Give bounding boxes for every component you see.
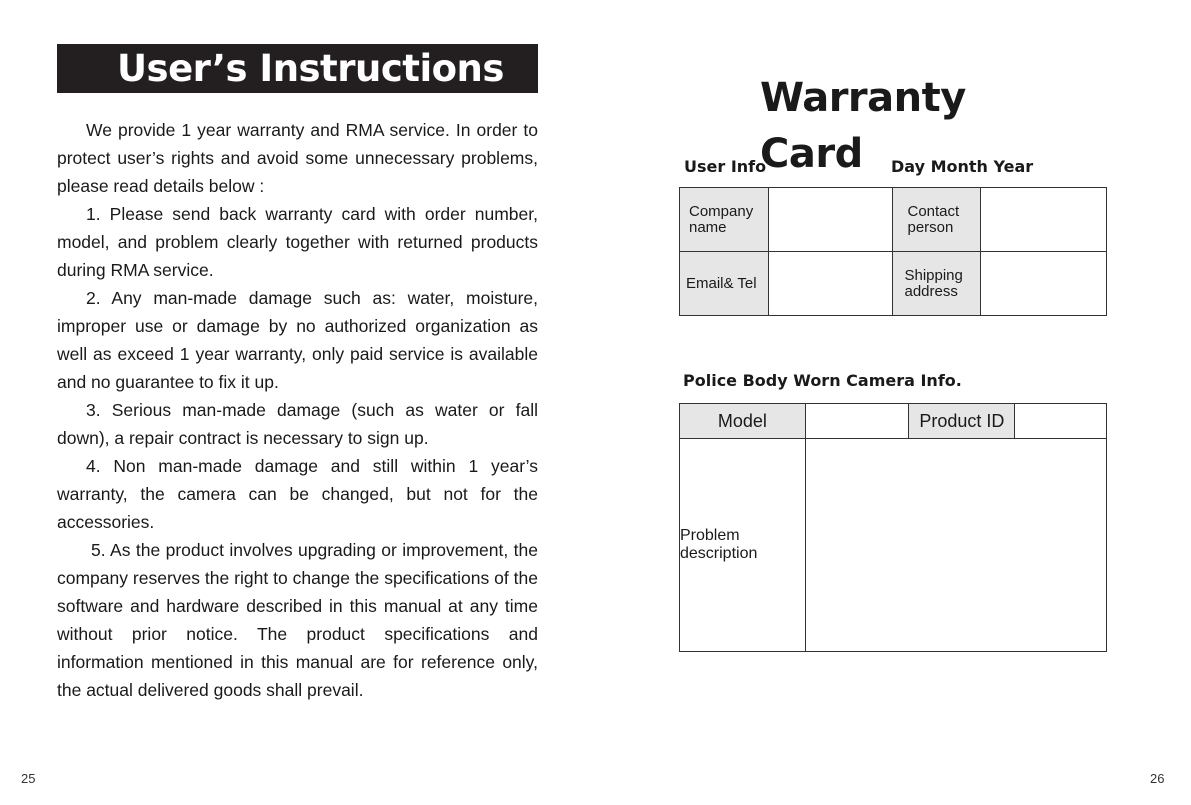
instructions-title: User’s Instructions bbox=[57, 44, 538, 93]
camera-info-label: Police Body Worn Camera Info. bbox=[683, 371, 962, 390]
shipping-address-field[interactable] bbox=[981, 252, 1107, 316]
date-label: Day Month Year bbox=[891, 157, 1034, 176]
model-label: Model bbox=[680, 404, 806, 439]
shipping-address-label: Shipping address bbox=[893, 252, 981, 316]
product-id-field[interactable] bbox=[1015, 404, 1107, 439]
camera-info-table bbox=[679, 403, 1107, 652]
page-number-left: 25 bbox=[21, 771, 36, 786]
instruction-item-2: 2. Any man-made damage such as: water, moisture, improper use or damage by no authorized organization as well as exceed 1 year warranty, only paid service is available and no guarantee to fix it up. bbox=[57, 288, 538, 392]
contact-person-label: Contact person bbox=[893, 188, 981, 252]
warranty-card-title: Warranty Card bbox=[760, 75, 966, 177]
user-info-label: User Info bbox=[684, 157, 767, 176]
instruction-item-3: 3. Serious man-made damage (such as water or fall down), a repair contract is necessary to sign up. bbox=[57, 400, 538, 448]
left-page bbox=[0, 0, 595, 805]
instruction-item-5: 5. As the product involves upgrading or improvement, the company reserves the right to change the specifications of the software and hardware described in this manual at any time without prior notice. The product specifications and information mentioned in this manual are for reference only, the actual delivered goods shall prevail. bbox=[57, 540, 538, 700]
instruction-item-4: 4. Non man-made damage and still within 1 year’s warranty, the camera can be changed, but not for the accessories. bbox=[57, 456, 538, 532]
email-tel-field[interactable] bbox=[768, 252, 893, 316]
contact-person-field[interactable] bbox=[981, 188, 1107, 252]
model-field[interactable] bbox=[805, 404, 909, 439]
problem-description-label: Problem description bbox=[680, 439, 806, 652]
product-id-label: Product ID bbox=[909, 404, 1015, 439]
email-tel-label: Email& Tel bbox=[680, 252, 769, 316]
company-name-label: Company name bbox=[680, 188, 769, 252]
instructions-body bbox=[57, 116, 538, 704]
instruction-item-1: 1. Please send back warranty card with order number, model, and problem clearly together with returned products during RMA service. bbox=[57, 204, 538, 280]
problem-description-field[interactable] bbox=[805, 439, 1106, 652]
page-number-right: 26 bbox=[1150, 771, 1165, 786]
intro-paragraph: We provide 1 year warranty and RMA service. In order to protect user’s rights and avoid some unnecessary problems, please read details below : bbox=[57, 120, 538, 196]
company-name-field[interactable] bbox=[768, 188, 893, 252]
user-info-table bbox=[679, 187, 1107, 316]
